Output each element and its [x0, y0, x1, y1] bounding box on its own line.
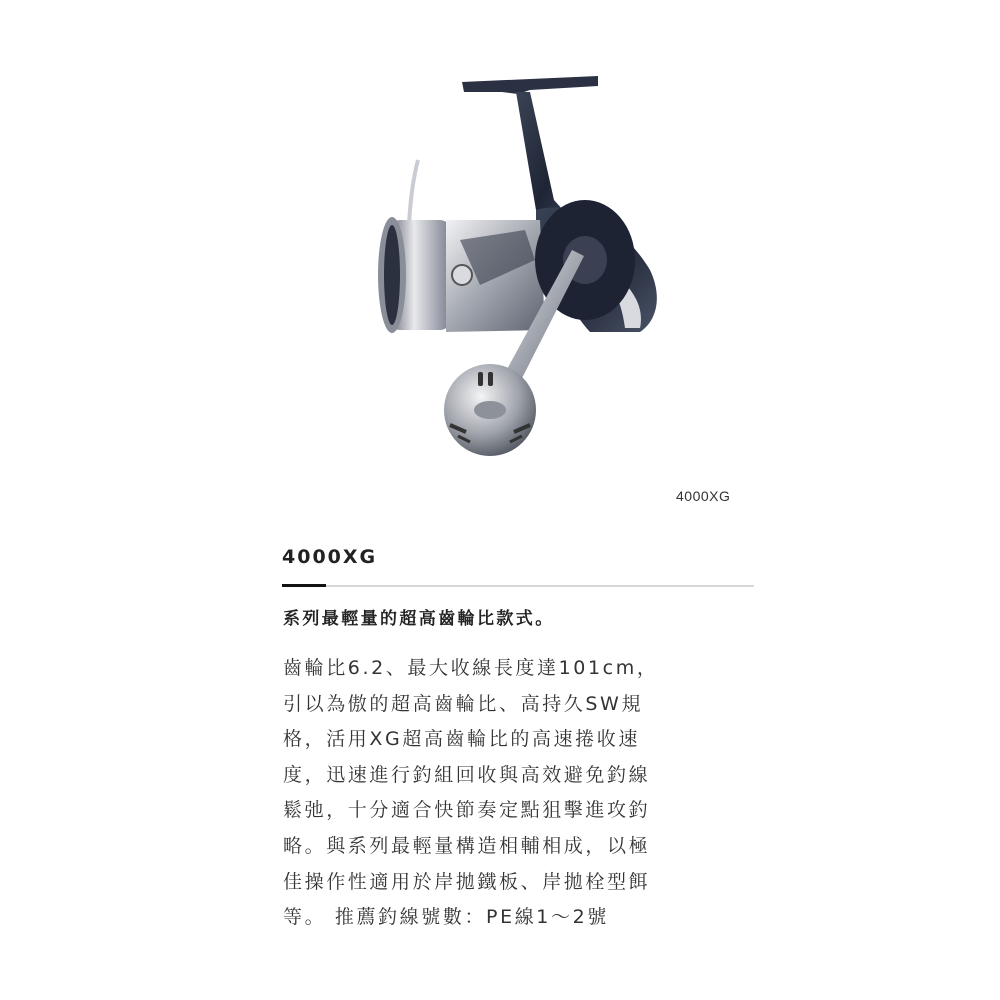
image-caption: 4000XG	[676, 488, 731, 504]
divider-accent	[282, 584, 326, 587]
section-subtitle: 系列最輕量的超高齒輪比款式。	[283, 609, 555, 629]
description-line: 鬆弛，十分適合快節奏定點狙擊進攻釣	[283, 799, 651, 822]
description-line: 略。與系列最輕量構造相輔相成，以極	[283, 834, 651, 857]
product-image	[340, 70, 680, 460]
description-line: 度，迅速進行釣組回收與高效避免釣線	[283, 763, 651, 786]
divider	[282, 585, 754, 587]
section-heading: 4000XG	[282, 546, 378, 568]
description-line: 引以為傲的超高齒輪比、高持久SW規	[283, 692, 644, 715]
description-paragraph	[283, 651, 759, 936]
description-line: 等。 推薦釣線號數：PE線1～2號	[283, 906, 609, 929]
description-line: 齒輪比6.2、最大收線長度達101cm，	[283, 657, 659, 679]
description-line: 佳操作性適用於岸拋鐵板、岸拋栓型餌	[283, 870, 651, 893]
description-line: 格，活用XG超高齒輪比的高速捲收速	[283, 728, 640, 751]
